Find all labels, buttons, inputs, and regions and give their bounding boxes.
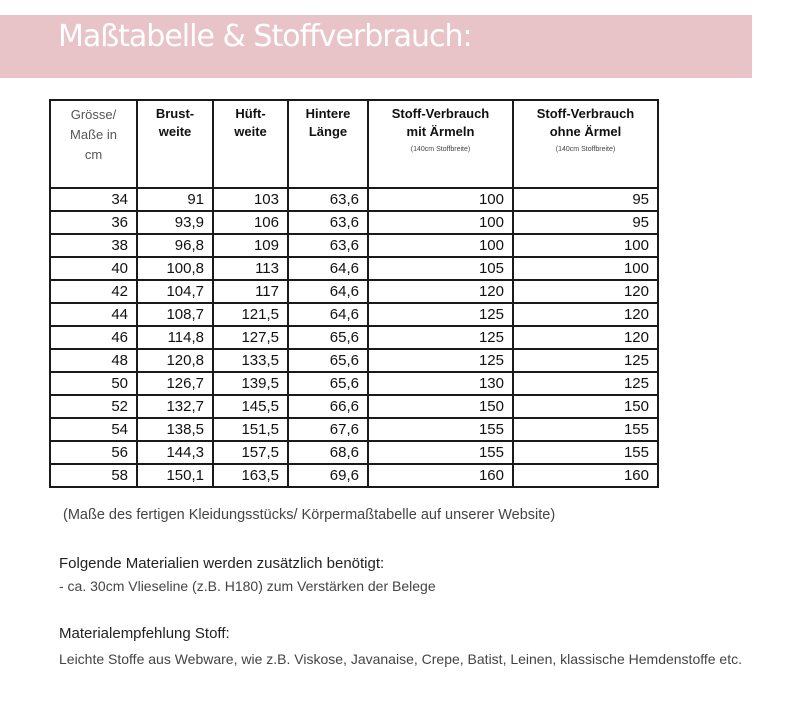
table-row bbox=[50, 326, 658, 349]
table-row bbox=[50, 395, 658, 418]
cell-fabric-with-sleeves: 130 bbox=[368, 372, 513, 395]
cell-fabric-with-sleeves: 125 bbox=[368, 303, 513, 326]
cell-chest: 114,8 bbox=[137, 326, 213, 349]
cell-chest: 120,8 bbox=[137, 349, 213, 372]
cell-size: 36 bbox=[50, 211, 137, 234]
cell-fabric-with-sleeves: 100 bbox=[368, 188, 513, 211]
header-size: Grösse/ Maße in cm bbox=[50, 100, 137, 188]
cell-chest: 144,3 bbox=[137, 441, 213, 464]
cell-chest: 126,7 bbox=[137, 372, 213, 395]
cell-fabric-with-sleeves: 125 bbox=[368, 326, 513, 349]
cell-chest: 91 bbox=[137, 188, 213, 211]
cell-back-length: 64,6 bbox=[288, 280, 368, 303]
size-table bbox=[49, 99, 659, 488]
cell-back-length: 69,6 bbox=[288, 464, 368, 487]
cell-hip: 109 bbox=[213, 234, 288, 257]
table-row bbox=[50, 303, 658, 326]
cell-fabric-with-sleeves: 100 bbox=[368, 234, 513, 257]
table-footnote: (Maße des fertigen Kleidungsstücks/ Körpermaßtabelle auf unserer Website) bbox=[63, 507, 556, 523]
cell-fabric-without-sleeves: 100 bbox=[513, 257, 658, 280]
header-fabric-with-sleeves: Stoff-Verbrauch mit Ärmeln (140cm Stoffbreite) bbox=[368, 100, 513, 188]
cell-fabric-with-sleeves: 150 bbox=[368, 395, 513, 418]
cell-hip: 106 bbox=[213, 211, 288, 234]
fabric-recommendation: Leichte Stoffe aus Webware, wie z.B. Viskose, Javanaise, Crepe, Batist, Leinen, klassische Hemdenstoffe etc. bbox=[59, 651, 742, 667]
cell-fabric-without-sleeves: 150 bbox=[513, 395, 658, 418]
cell-chest: 138,5 bbox=[137, 418, 213, 441]
cell-hip: 127,5 bbox=[213, 326, 288, 349]
table-header-row bbox=[50, 100, 658, 188]
cell-back-length: 65,6 bbox=[288, 349, 368, 372]
cell-fabric-with-sleeves: 160 bbox=[368, 464, 513, 487]
cell-back-length: 63,6 bbox=[288, 211, 368, 234]
table-row bbox=[50, 418, 658, 441]
materials-heading: Folgende Materialien werden zusätzlich benötigt: bbox=[59, 555, 385, 572]
cell-fabric-without-sleeves: 125 bbox=[513, 349, 658, 372]
cell-fabric-without-sleeves: 125 bbox=[513, 372, 658, 395]
table-row bbox=[50, 234, 658, 257]
cell-fabric-without-sleeves: 155 bbox=[513, 441, 658, 464]
cell-size: 46 bbox=[50, 326, 137, 349]
cell-size: 54 bbox=[50, 418, 137, 441]
header-hip: Hüft- weite bbox=[213, 100, 288, 188]
table-row bbox=[50, 349, 658, 372]
cell-chest: 93,9 bbox=[137, 211, 213, 234]
cell-size: 34 bbox=[50, 188, 137, 211]
cell-back-length: 63,6 bbox=[288, 234, 368, 257]
cell-back-length: 68,6 bbox=[288, 441, 368, 464]
cell-fabric-with-sleeves: 120 bbox=[368, 280, 513, 303]
cell-fabric-without-sleeves: 120 bbox=[513, 326, 658, 349]
cell-fabric-with-sleeves: 105 bbox=[368, 257, 513, 280]
cell-fabric-without-sleeves: 95 bbox=[513, 188, 658, 211]
table-row bbox=[50, 211, 658, 234]
cell-hip: 117 bbox=[213, 280, 288, 303]
cell-hip: 103 bbox=[213, 188, 288, 211]
cell-size: 56 bbox=[50, 441, 137, 464]
cell-chest: 132,7 bbox=[137, 395, 213, 418]
cell-fabric-without-sleeves: 155 bbox=[513, 418, 658, 441]
cell-fabric-without-sleeves: 100 bbox=[513, 234, 658, 257]
cell-size: 58 bbox=[50, 464, 137, 487]
table-row bbox=[50, 372, 658, 395]
cell-size: 44 bbox=[50, 303, 137, 326]
cell-chest: 96,8 bbox=[137, 234, 213, 257]
cell-chest: 108,7 bbox=[137, 303, 213, 326]
cell-back-length: 65,6 bbox=[288, 372, 368, 395]
cell-back-length: 66,6 bbox=[288, 395, 368, 418]
cell-fabric-without-sleeves: 120 bbox=[513, 303, 658, 326]
cell-hip: 139,5 bbox=[213, 372, 288, 395]
fabric-heading: Materialempfehlung Stoff: bbox=[59, 625, 230, 642]
table-row bbox=[50, 464, 658, 487]
cell-hip: 145,5 bbox=[213, 395, 288, 418]
table-row bbox=[50, 280, 658, 303]
cell-hip: 151,5 bbox=[213, 418, 288, 441]
cell-fabric-without-sleeves: 160 bbox=[513, 464, 658, 487]
cell-hip: 121,5 bbox=[213, 303, 288, 326]
table-row bbox=[50, 441, 658, 464]
cell-chest: 104,7 bbox=[137, 280, 213, 303]
cell-fabric-with-sleeves: 100 bbox=[368, 211, 513, 234]
cell-fabric-without-sleeves: 120 bbox=[513, 280, 658, 303]
cell-fabric-with-sleeves: 155 bbox=[368, 418, 513, 441]
cell-back-length: 65,6 bbox=[288, 326, 368, 349]
cell-back-length: 63,6 bbox=[288, 188, 368, 211]
cell-size: 38 bbox=[50, 234, 137, 257]
cell-chest: 150,1 bbox=[137, 464, 213, 487]
cell-hip: 157,5 bbox=[213, 441, 288, 464]
cell-size: 50 bbox=[50, 372, 137, 395]
cell-size: 52 bbox=[50, 395, 137, 418]
cell-size: 42 bbox=[50, 280, 137, 303]
cell-size: 40 bbox=[50, 257, 137, 280]
materials-item: - ca. 30cm Vlieseline (z.B. H180) zum Verstärken der Belege bbox=[59, 578, 436, 594]
cell-back-length: 64,6 bbox=[288, 257, 368, 280]
cell-chest: 100,8 bbox=[137, 257, 213, 280]
cell-hip: 133,5 bbox=[213, 349, 288, 372]
header-fabric-without-sleeves: Stoff-Verbrauch ohne Ärmel (140cm Stoffbreite) bbox=[513, 100, 658, 188]
page-title: Maßtabelle & Stoffverbrauch: bbox=[58, 19, 472, 54]
table-row bbox=[50, 188, 658, 211]
header-chest: Brust- weite bbox=[137, 100, 213, 188]
cell-size: 48 bbox=[50, 349, 137, 372]
cell-fabric-without-sleeves: 95 bbox=[513, 211, 658, 234]
table-row bbox=[50, 257, 658, 280]
cell-back-length: 64,6 bbox=[288, 303, 368, 326]
cell-back-length: 67,6 bbox=[288, 418, 368, 441]
cell-fabric-with-sleeves: 125 bbox=[368, 349, 513, 372]
cell-hip: 113 bbox=[213, 257, 288, 280]
cell-fabric-with-sleeves: 155 bbox=[368, 441, 513, 464]
cell-hip: 163,5 bbox=[213, 464, 288, 487]
header-back-length: Hintere Länge bbox=[288, 100, 368, 188]
